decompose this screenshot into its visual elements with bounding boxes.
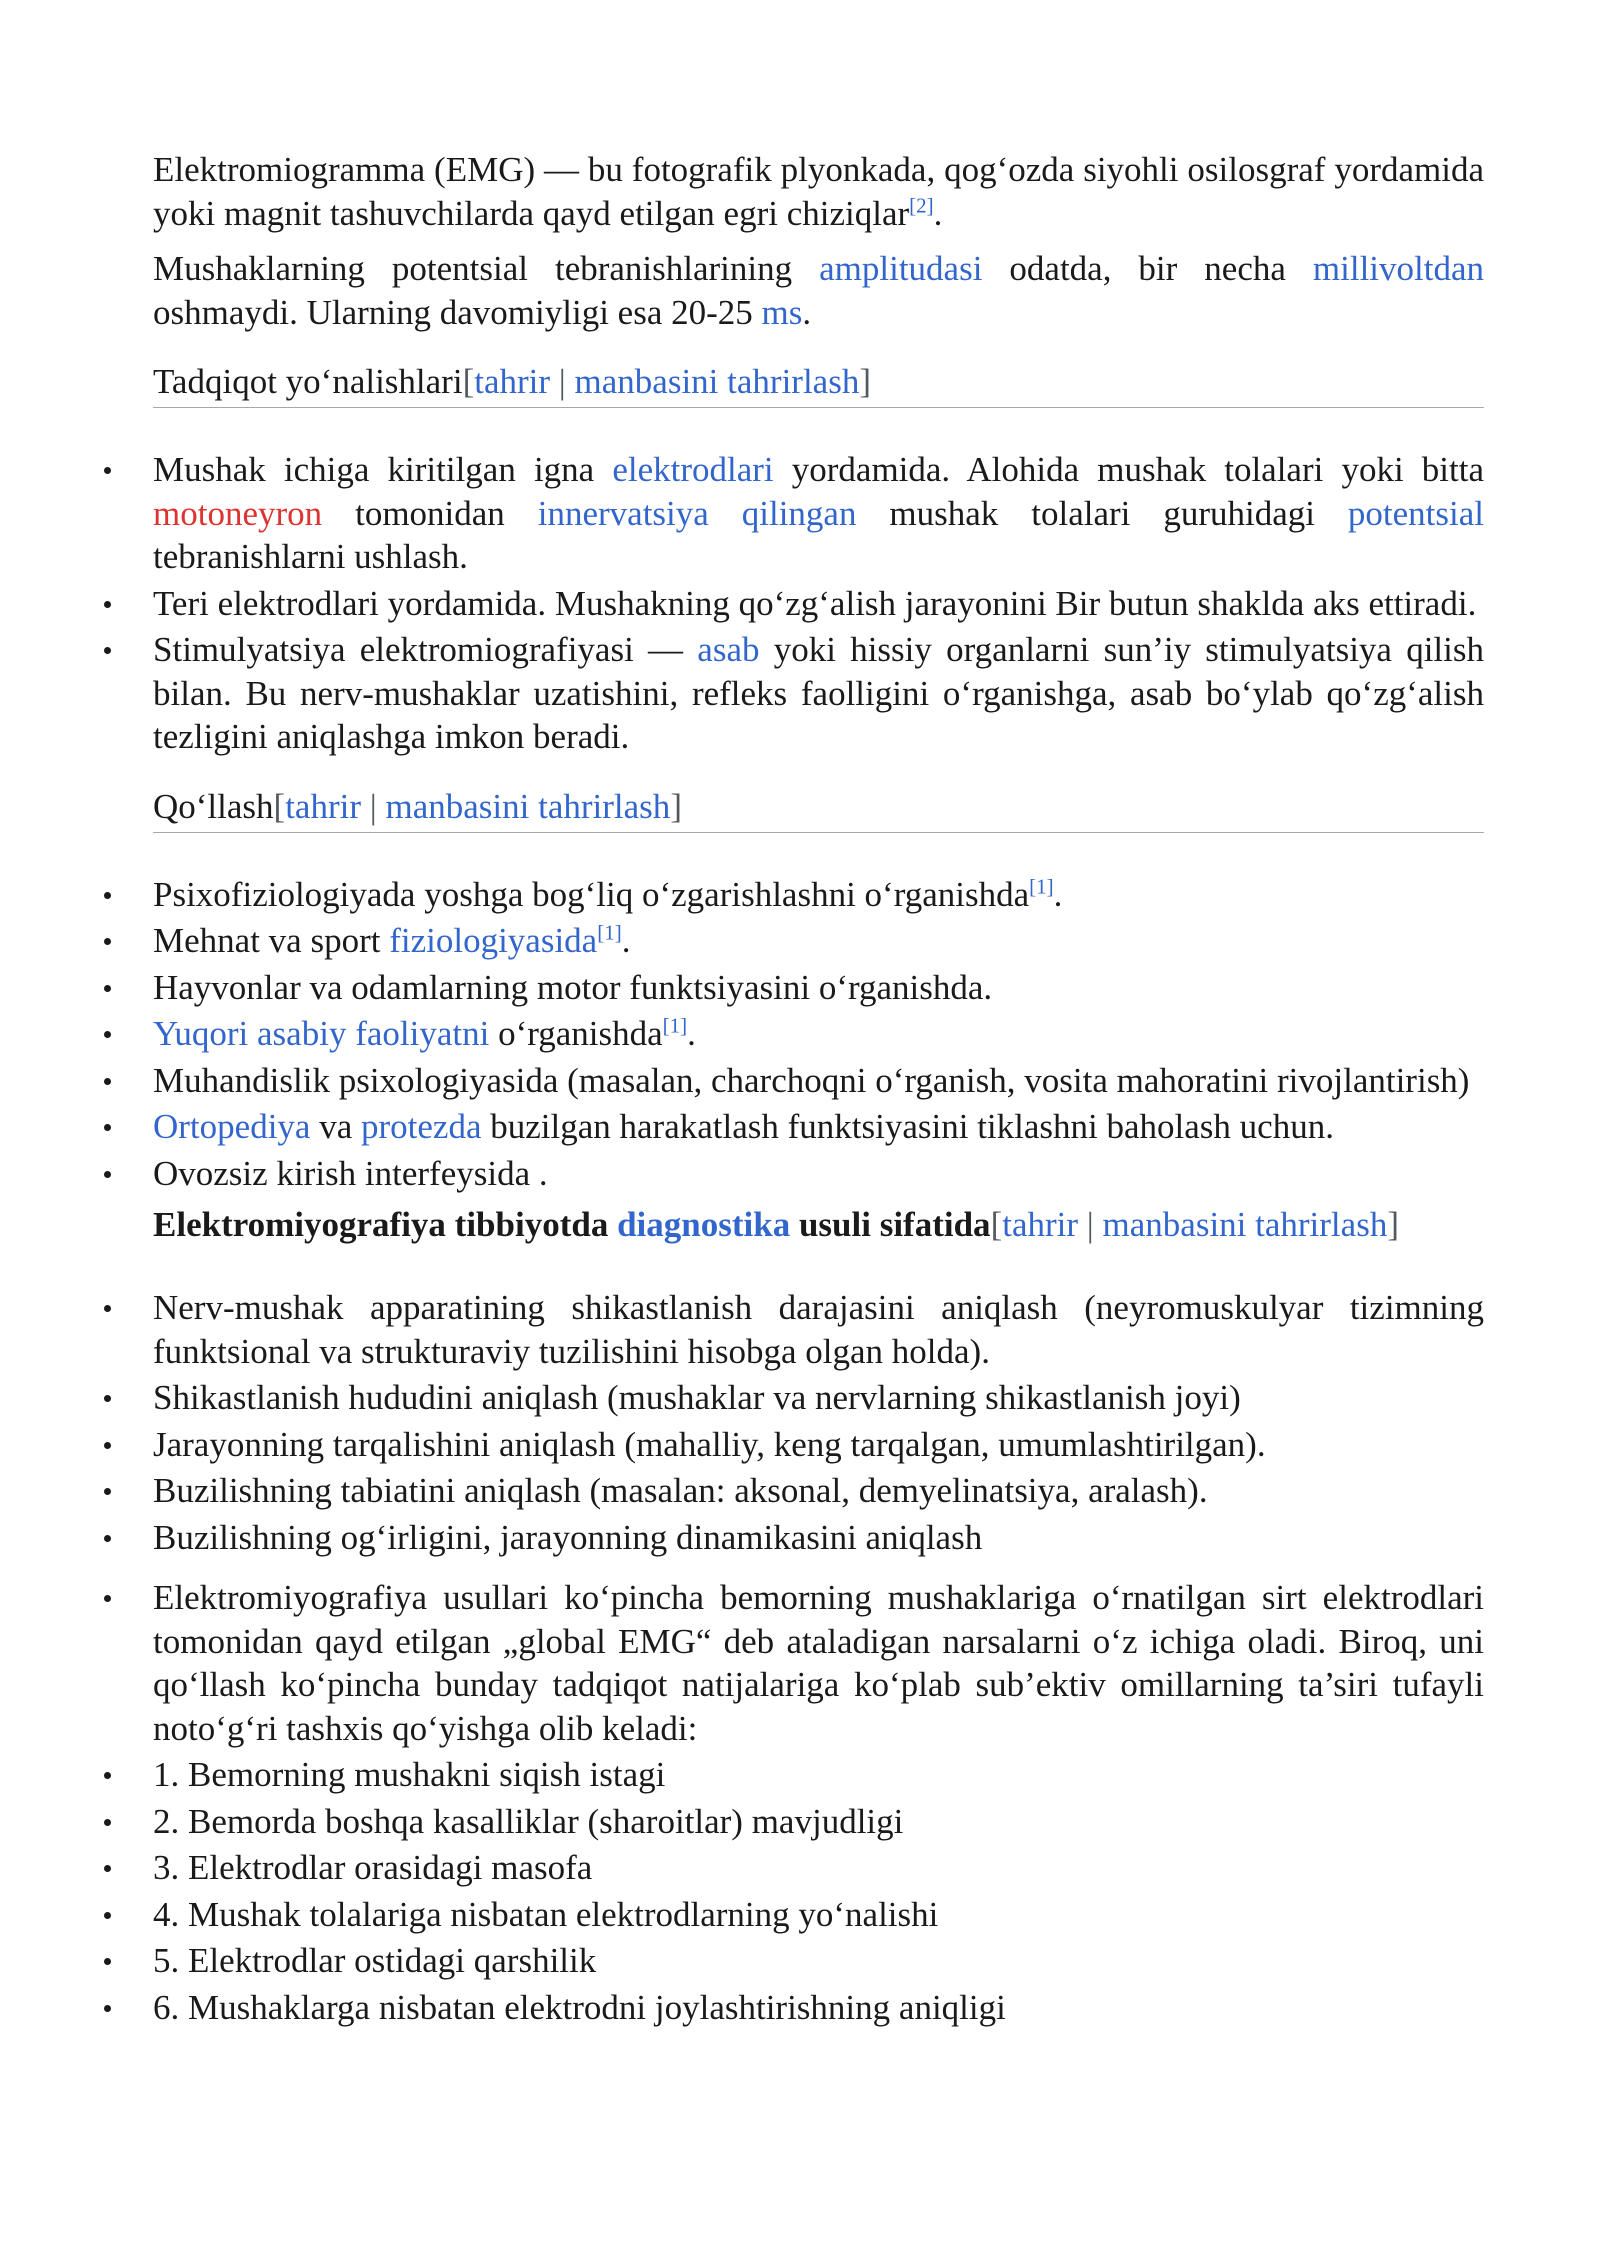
link-ms[interactable]: ms [761,292,803,332]
text-span: . [802,292,812,332]
list-item [153,1012,1484,1056]
text-span: Psixofiziologiyada yoshga bog‘liq o‘zgarishlashni o‘rganishda [153,874,1030,914]
section-title: Elektromiyografiya tibbiyotda [153,1205,618,1244]
research-list [153,448,1484,759]
section-title: Tadqiqot yo‘nalishlari [153,362,463,401]
text-span: yordamida. Alohida mushak tolalari yoki bitta [773,450,1484,489]
citation-ref[interactable]: [1] [1029,873,1054,898]
bracket: ] [670,786,682,826]
text-span: Stimulyatsiya elektromiografiyasi — [153,630,698,669]
separator: | [1078,1205,1103,1244]
list-item: Muhandislik psixologiyasida (masalan, charchoqni o‘rganish, vosita mahoratini rivojlantirish) [153,1059,1484,1103]
list-item [153,628,1484,759]
citation-ref[interactable]: [1] [597,920,622,945]
list-item: 6. Mushaklarga nisbatan elektrodni joylashtirishning aniqligi [153,1986,1484,2030]
section-heading-diagnostika [153,1203,1484,1246]
punct: . [1053,874,1063,914]
list-item [153,873,1484,917]
punct: . [687,1014,696,1053]
section-title: Qo‘llash [153,786,274,826]
link-yuqori-asabiy-faoliyatni[interactable]: Yuqori asabiy faoliyatni [153,1014,490,1053]
link-ortopediya[interactable]: Ortopediya [153,1107,311,1146]
list-item: Shikastlanish hududini aniqlash (mushaklar va nervlarning shikastlanish joyi) [153,1376,1484,1420]
separator: | [361,786,386,826]
list-item: 3. Elektrodlar orasidagi masofa [153,1846,1484,1890]
intro-text: Elektromiogramma (EMG) — bu fotografik plyonkada, qog‘ozda siyohli osilosgraf yordamida yoki magnit tashuvchilarda qayd etilgan egri chiziqlar [153,150,1484,233]
list-item: Nerv-mushak apparatining shikastlanish darajasini aniqlash (neyromuskulyar tizimning funktsional va strukturaviy tuzilishini hisobga olgan holda). [153,1286,1484,1373]
intro-paragraph-2 [153,247,1484,334]
text-span: o‘rganishda [489,1014,663,1053]
bracket: ] [859,362,871,401]
list-item: Elektromiyografiya usullari ko‘pincha bemorning mushaklariga o‘rnatilgan sirt elektrodlari tomonidan qayd etilgan „global EMG“ deb ataladigan narsalarni o‘z ichiga oladi. Biroq, uni qo‘llash ko‘pincha bunday tadqiqot natijalariga ko‘plab sub’ektiv omillarning ta’siri tufayli noto‘g‘ri tashxis qo‘yishga olib keladi: [153,1576,1484,1750]
list-item [153,919,1484,963]
text-span: oshmaydi. Ularning davomiyligi esa 20-25 [153,292,762,332]
link-fiziologiyasida[interactable]: fiziologiyasida [389,921,598,960]
list-item: Teri elektrodlari yordamida. Mushakning qo‘zg‘alish jarayonini Bir butun shaklda aks ettiradi. [153,582,1484,626]
edit-source-link[interactable]: manbasini tahrirlash [385,786,671,826]
section-heading-qollash [153,785,1484,833]
list-item: 2. Bemorda boshqa kasalliklar (sharoitlar) mavjudligi [153,1800,1484,1844]
list-item: Buzilishning tabiatini aniqlash (masalan: aksonal, demyelinatsiya, aralash). [153,1469,1484,1513]
list-item: 5. Elektrodlar ostidagi qarshilik [153,1939,1484,1983]
link-motoneyron[interactable]: motoneyron [153,493,323,533]
edit-link[interactable]: tahrir [474,362,551,401]
citation-ref[interactable]: [2] [909,192,934,217]
link-elektrodlari[interactable]: elektrodlari [612,450,774,489]
edit-source-link[interactable]: manbasini tahrirlash [1102,1205,1388,1244]
emg-factors-list [153,1576,1484,2029]
text-span: Mushak ichiga kiritilgan igna [153,450,613,489]
intro-paragraph-1 [153,148,1484,235]
list-item: Ovozsiz kirish interfeysida . [153,1152,1484,1196]
section-title: usuli sifatida [790,1205,991,1244]
bracket: [ [273,786,286,826]
edit-link[interactable]: tahrir [1002,1205,1079,1244]
edit-source-link[interactable]: manbasini tahrirlash [574,362,860,401]
link-diagnostika[interactable]: diagnostika [617,1205,791,1244]
punct: . [933,193,943,233]
link-amplitudasi[interactable]: amplitudasi [819,249,983,288]
list-item: 1. Bemorning mushakni siqish istagi [153,1753,1484,1797]
text-span: odatda, bir necha [982,249,1313,288]
list-item: Jarayonning tarqalishini aniqlash (mahalliy, keng tarqalgan, umumlashtirilgan). [153,1423,1484,1467]
text-span: va [310,1107,361,1146]
bracket: [ [990,1205,1003,1244]
text-span: tebranishlarni ushlash. [153,537,468,576]
list-item: Hayvonlar va odamlarning motor funktsiyasini o‘rganishda. [153,966,1484,1010]
text-span: Mehnat va sport [153,921,390,960]
bracket: ] [1387,1205,1399,1244]
text-span: tomonidan [322,493,538,533]
list-item [153,448,1484,579]
link-innervatsiya[interactable]: innervatsiya qilingan [537,493,857,533]
text-span: Mushaklarning potentsial tebranishlarining [153,249,820,288]
citation-ref[interactable]: [1] [662,1013,688,1038]
list-item: Buzilishning og‘irligini, jarayonning dinamikasini aniqlash [153,1516,1484,1560]
link-millivoltdan[interactable]: millivoltdan [1312,249,1484,288]
text-span: mushak tolalari guruhidagi [856,493,1348,533]
application-list [153,873,1484,1196]
link-asab[interactable]: asab [697,630,760,669]
link-potentsial[interactable]: potentsial [1347,493,1484,533]
list-item [153,1105,1484,1149]
link-protezda[interactable]: protezda [361,1107,482,1146]
text-span: yoki hissiy organlarni sun’iy stimulyatsiya qilish bilan. Bu nerv-mushaklar uzatishini, refleks faolligini o‘rganishga, asab bo‘ylab qo‘zg‘alish tezligini aniqlashga imkon beradi. [153,630,1484,756]
punct: . [621,921,631,960]
bracket: [ [462,362,475,401]
separator: | [550,362,575,401]
section-heading-tadqiqot [153,360,1484,408]
list-item: 4. Mushak tolalariga nisbatan elektrodlarning yo‘nalishi [153,1893,1484,1937]
diagnostics-list [153,1286,1484,1559]
edit-link[interactable]: tahrir [285,786,361,826]
text-span: buzilgan harakatlash funktsiyasini tiklashni baholash uchun. [481,1107,1334,1146]
